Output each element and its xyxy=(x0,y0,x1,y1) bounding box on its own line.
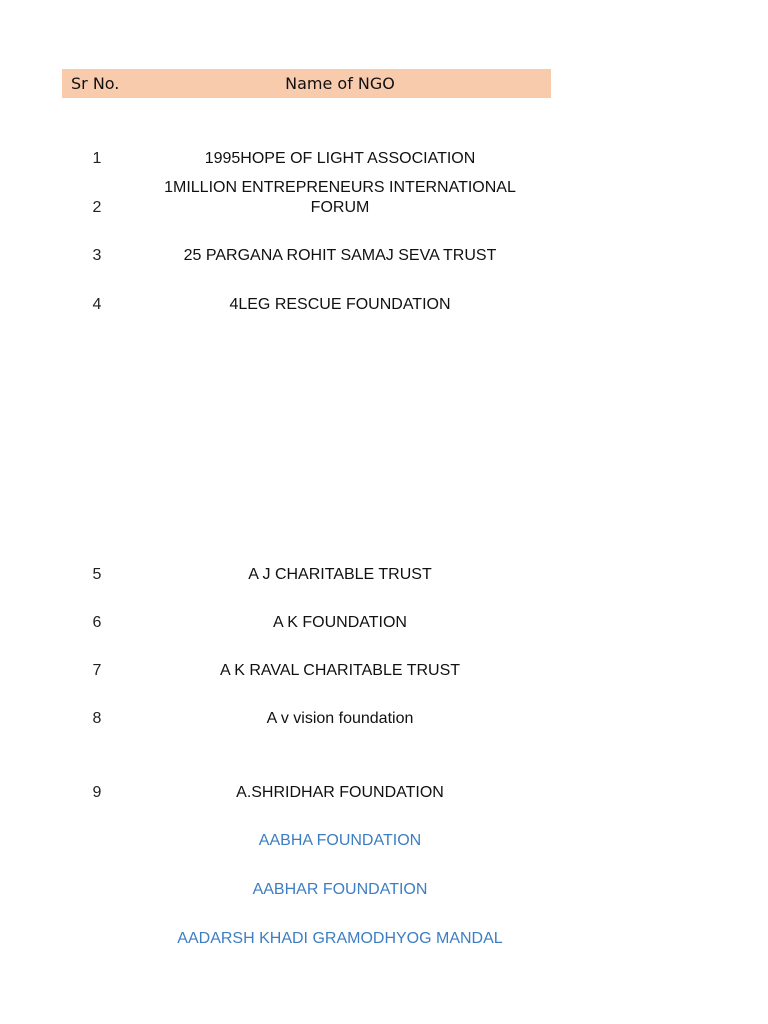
row-number: 7 xyxy=(92,662,102,679)
ngo-name: A v vision foundation xyxy=(266,710,414,727)
ngo-name-line-1: 1MILLION ENTREPRENEURS INTERNATIONAL xyxy=(164,179,516,196)
row-number: 4 xyxy=(92,296,102,313)
ngo-name: A K FOUNDATION xyxy=(273,614,407,631)
row-number: 3 xyxy=(92,247,102,264)
ngo-name: A J CHARITABLE TRUST xyxy=(248,566,432,583)
ngo-name-link[interactable]: AABHAR FOUNDATION xyxy=(252,881,428,898)
row-number: 1 xyxy=(92,150,102,167)
ngo-name: 25 PARGANA ROHIT SAMAJ SEVA TRUST xyxy=(183,247,497,264)
row-number: 8 xyxy=(92,710,102,727)
row-number: 5 xyxy=(92,566,102,583)
row-number: 6 xyxy=(92,614,102,631)
ngo-name: 1995HOPE OF LIGHT ASSOCIATION xyxy=(204,150,476,167)
ngo-name: A.SHRIDHAR FOUNDATION xyxy=(236,784,444,801)
column-header-sr-no: Sr No. xyxy=(71,74,120,93)
ngo-name-link[interactable]: AABHA FOUNDATION xyxy=(258,832,422,849)
ngo-name: A K RAVAL CHARITABLE TRUST xyxy=(219,662,461,679)
row-number: 9 xyxy=(92,784,102,801)
ngo-name: 4LEG RESCUE FOUNDATION xyxy=(229,296,451,313)
row-number: 2 xyxy=(92,199,102,216)
column-header-ngo-name: Name of NGO xyxy=(285,74,395,93)
ngo-name-link[interactable]: AADARSH KHADI GRAMODHYOG MANDAL xyxy=(177,930,503,947)
ngo-name-line-2: FORUM xyxy=(310,199,370,216)
